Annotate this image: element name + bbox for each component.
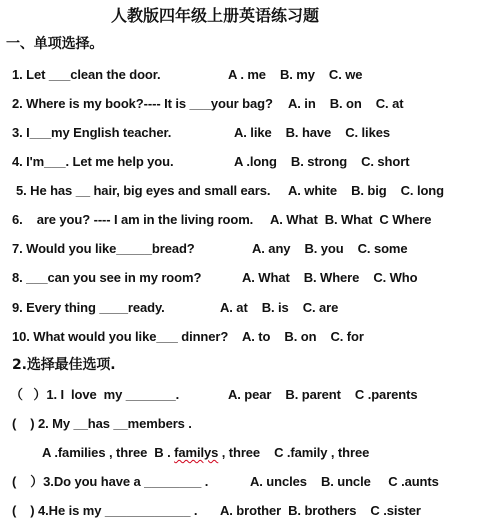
section-heading-best-choice: 2.选择最佳选项.: [12, 357, 116, 373]
practice-1-stem: （ ）1. I love my _______.: [10, 387, 180, 402]
question-8-stem: 8. ___can you see in my room?: [12, 270, 202, 285]
question-8-options: A. What B. Where C. Who: [242, 270, 418, 285]
question-7-options: A. any B. you C. some: [252, 241, 408, 256]
question-3-options: A. like B. have C. likes: [234, 125, 390, 140]
question-10-options: A. to B. on C. for: [242, 329, 364, 344]
practice-3-options: A. uncles B. uncle C .aunts: [250, 474, 439, 489]
question-3-stem: 3. I___my English teacher.: [12, 125, 172, 140]
practice-4-options: A. brother B. brothers C .sister: [220, 503, 421, 518]
question-6-options: A. What B. What C Where: [270, 212, 432, 227]
question-2-stem: 2. Where is my book?---- It is ___your bag?: [12, 96, 273, 111]
page-title: 人教版四年级上册英语练习题: [110, 6, 319, 25]
question-2-options: A. in B. on C. at: [288, 96, 404, 111]
question-5-stem: 5. He has __ hair, big eyes and small ears.: [16, 183, 271, 198]
spellcheck-misspelled-word: familys: [174, 445, 219, 460]
question-10-stem: 10. What would you like___ dinner?: [12, 329, 229, 344]
practice-2-stem: ( ) 2. My __has __members .: [12, 416, 192, 431]
practice-2-options-tail: , three C .family , three: [218, 445, 370, 460]
practice-2-options: [42, 445, 369, 461]
practice-4-stem: ( ) 4.He is my ____________ .: [12, 503, 198, 518]
question-9-stem: 9. Every thing ____ready.: [12, 300, 165, 315]
question-1-stem: 1. Let ___clean the door.: [12, 67, 161, 82]
practice-3-stem: ( ）3.Do you have a ________ .: [12, 474, 209, 489]
practice-2-options-head: A .families , three B .: [42, 445, 175, 460]
question-4-options: A .long B. strong C. short: [234, 154, 410, 169]
question-4-stem: 4. I'm___. Let me help you.: [12, 154, 174, 169]
question-9-options: A. at B. is C. are: [220, 300, 339, 315]
question-7-stem: 7. Would you like_____bread?: [12, 241, 195, 256]
practice-1-options: A. pear B. parent C .parents: [228, 387, 418, 402]
question-5-options: A. white B. big C. long: [288, 183, 444, 198]
section-heading-single-choice: 一、单项选择。: [6, 36, 104, 52]
question-1-options: A . me B. my C. we: [228, 67, 363, 82]
question-6-stem: 6. are you? ---- I am in the living room.: [12, 212, 254, 227]
